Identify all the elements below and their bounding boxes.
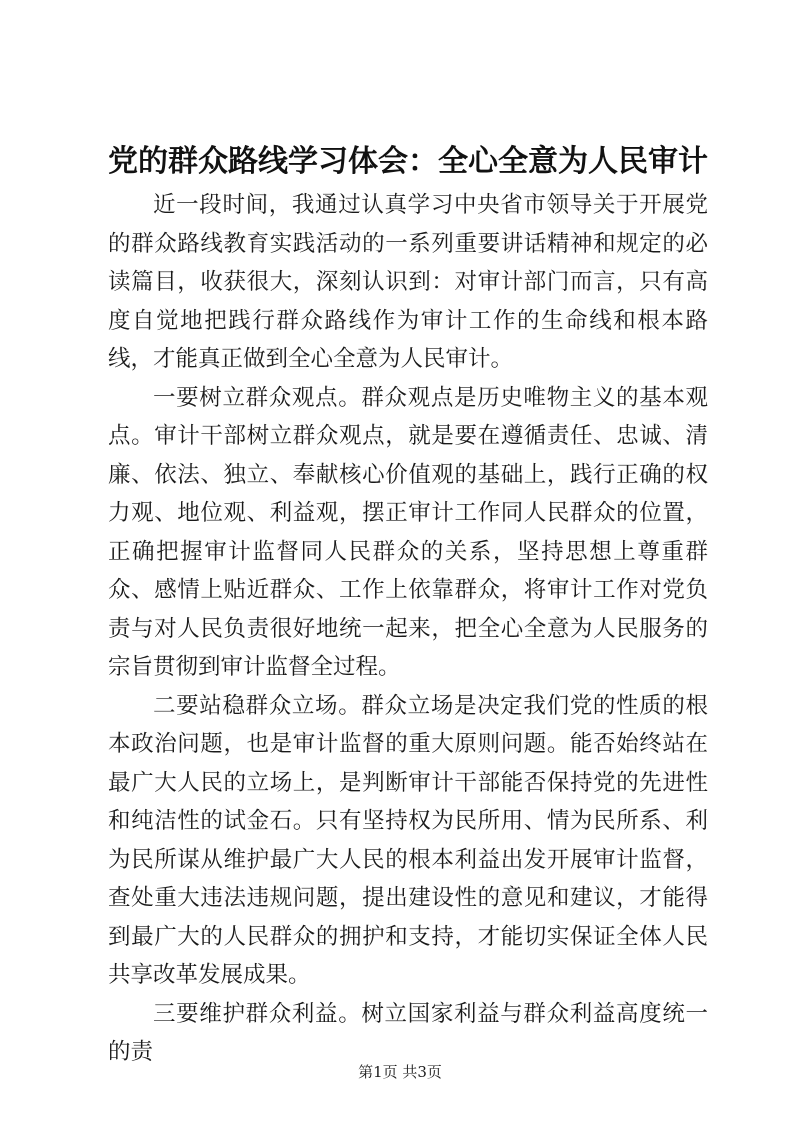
document-body <box>108 186 708 1072</box>
paragraph-point-1: 一要树立群众观点。群众观点是历史唯物主义的基本观点。审计干部树立群众观点，就是要在遵循责任、忠诚、清廉、依法、独立、奉献核心价值观的基础上，践行正确的权力观、地位观、利益观，摆正审计工作同人民群众的位置，正确把握审计监督同人民群众的关系，坚持思想上尊重群众、感情上贴近群众、工作上依靠群众，将审计工作对党负责与对人民负责很好地统一起来，把全心全意为人民服务的宗旨贯彻到审计监督全过程。 <box>108 384 708 680</box>
page-number-footer: 第1页 共3页 <box>358 1063 442 1081</box>
document-title: 党的群众路线学习体会：全心全意为人民审计 <box>108 144 708 179</box>
paragraph-point-3: 三要维护群众利益。树立国家利益与群众利益高度统一的责 <box>108 1000 708 1065</box>
paragraph-point-2: 二要站稳群众立场。群众立场是决定我们党的性质的根本政治问题，也是审计监督的重大原则问题。能否始终站在最广大人民的立场上，是判断审计干部能否保持党的先进性和纯洁性的试金石。只有坚持权为民所用、情为民所系、利为民所谋从维护最广大人民的根本利益出发开展审计监督，查处重大违法违规问题，提出建设性的意见和建议，才能得到最广大的人民群众的拥护和支持，才能切实保证全体人民共享改革发展成果。 <box>108 692 708 988</box>
paragraph-intro: 近一段时间，我通过认真学习中央省市领导关于开展党的群众路线教育实践活动的一系列重要讲话精神和规定的必读篇目，收获很大，深刻认识到：对审计部门而言，只有高度自觉地把践行群众路线作为审计工作的生命线和根本路线，才能真正做到全心全意为人民审计。 <box>108 192 708 372</box>
